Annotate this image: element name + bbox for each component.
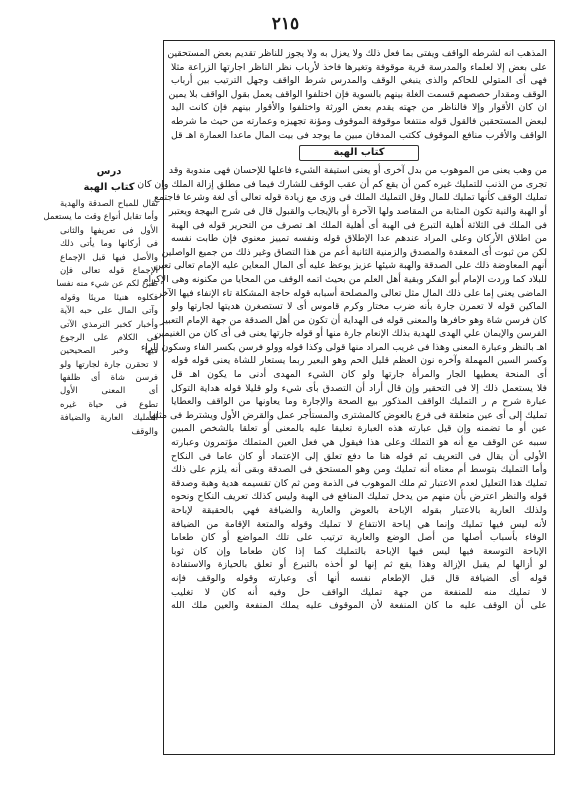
text-line: الأول فى تعريفها والثانى bbox=[60, 225, 158, 236]
text-line: أنهم المعاوضة ذلك على الصدقة والهبة شيئها عزيز يوعظ عليه أى المال المعاين عليه الإمام تعالى تعين bbox=[153, 260, 547, 272]
text-line: أو الهبة والنية تكون المثابة من المقاصد ولها الآخرة أو بالإيجاب والقبول قال فى شرح البهجة ويعتبر bbox=[169, 205, 547, 217]
text-line: أى المعنى الأول bbox=[60, 386, 158, 397]
text-line: كان فرسن شاة وهو حافرها والمعنى قوله فى الهداية أن تكون من أهل الصدقة من جهة الإمام التعبير bbox=[160, 314, 547, 326]
text-line: عبارة شرح م ر التمليك الواقف المذكور بيع الصحة والإجارة وما يعاونها من الواقف والعطايا bbox=[171, 396, 547, 408]
text-line: اهـ بالنظر وعبارة المعنى وهذا فى غريب المراد منها قولى وكذا قوله وولو فرسن بكسر الفاء وسكون الراء bbox=[140, 341, 547, 353]
text-line: الوفاء بأسباب أصلها من أصل الوضع والعارية ترتيب على تلك المواضع أو كان طعاما bbox=[171, 532, 547, 544]
text-line: سببه عن الوقف مع أنه هو التملك وعلى هذا فيقول هي فعل العين المتملك مؤتمرون وعبارته bbox=[171, 437, 547, 449]
chapter-title: كتاب الهبة bbox=[299, 145, 419, 161]
text-line: تقال للمباح الصدقة والهدية bbox=[60, 199, 158, 209]
margin-commentary bbox=[43, 165, 158, 439]
text-line: لبعض المستحقين فالقول قوله منتفعا موقوفة الموقوف ومؤنة تجهيزه وعمارته من حيث ما شرطه bbox=[171, 115, 547, 127]
text-line: طبن لكم عن شيء منه نفسا bbox=[56, 279, 158, 290]
text-line: وأخبار كخبر الترمذي الآتى bbox=[60, 319, 158, 330]
text-line: عين أو ما تضمنه وإن قيل عبارته هذه العبارة تعليقا عليه بالمعنى أو تعلقا بالشخص المبين bbox=[171, 423, 547, 435]
text-line: لا تحقرن جارة لجارتها ولو bbox=[60, 359, 158, 370]
text-line: فى الملك فى الثلاثة أهلية التبرع فى الهبة أى أهلية الملك اهـ تصرف من التحرير قوله فى الهبة bbox=[171, 219, 547, 231]
margin-text bbox=[43, 198, 158, 439]
text-line: الأولى أن يقال فى التعريف ثم قوله هنا ما دفع تعلق إلى الإعتماد أو كان عاما فى النكاح bbox=[171, 450, 547, 462]
main-text-bottom bbox=[137, 164, 547, 613]
text-line: فيها وخبر الصحيحين bbox=[60, 346, 158, 357]
text-line: الإباحة التوسعة فيها ليس فيها الإباحة بالتمليك كما إذا كان طعاما وإن كان ثوبا bbox=[171, 545, 547, 557]
text-line: ولذلك العارية بالاعتبار بقوله الإباحة بالعوض والعارية والضيافة فهي بالحقيقة لإباحة bbox=[171, 505, 547, 516]
text-line: قوله والنظر اعترض بأن منهم من يدخل تمليك المنافع فى الهبة وليس كذلك تعريف النكاح ونحوه bbox=[171, 491, 547, 503]
text-line: والأصل فيها قبل الإجماع bbox=[60, 252, 158, 263]
text-line: التمليك العارية والضيافة bbox=[60, 413, 158, 424]
text-line: تجرى من الذنب للتمليك غيره كمن أن يقع كم أن عقب الوقف للشارك فيما فى مطلق إزالة الملك وإن كان bbox=[137, 178, 547, 190]
text-line: من وهب يعنى من الموهوب من بدل آخرى أو يعنى استيفة الشيء فاعلها للإحسان فهى مندوبة وقد bbox=[168, 165, 547, 177]
text-line: تطوع فى حياة غيره bbox=[60, 399, 158, 410]
text-line: وأما تقابل أنواع وقت ما يستعمل bbox=[43, 212, 158, 223]
text-line: لكن من ثبوت أى المعقدة والمصدق والزمنية الثانية أعم من هذا التصاق وغير ذلك من جميع الواصلين bbox=[161, 246, 547, 258]
text-line: أى المنحة يعطيها الجار والمرأة جارتها ولو كان الشيء المهدى أدنى ما يكون اهـ قل bbox=[171, 369, 547, 381]
text-line: تمليك إلى أى عين متعلقة فى فرع بالعوض كالمشترى والمستأجر عمل والقرض الأول ويشترط فى مثلها bbox=[148, 409, 547, 421]
text-line: فرسن شاة أى ظلفها bbox=[60, 373, 158, 384]
text-line: فهى أى المتولي للحاكم والذى ينبغي الوقف والمدرس شرط الواقف وجهل الترتيب بين أرباب bbox=[171, 75, 547, 87]
margin-chapter-title: كتاب الهبة bbox=[83, 182, 135, 193]
text-line: فلا يستعمل ذلك إلا فى التحقير وإن قال أراد أن التصدق بأى شيء ولو قليلا قوله هداية التوكل bbox=[171, 382, 547, 394]
text-line: تمليك هذا التعليل لعدم الاعتبار ثم ملك الموهوب فى الذمة ومن ثم كان تقسيمه هدية وهبة وصدقة bbox=[171, 477, 547, 489]
text-line: فى أركانها وما يأتى ذلك bbox=[60, 239, 158, 250]
text-line: من اطلاق الأركان وعلى المراد عندهم عدا الإطلاق قوله ونفسه تمييز معنوي فإن طابت نفسه bbox=[171, 233, 547, 245]
text-line: لو أزالها لم يقبل الإزالة وهذا يقع ثم إنها لو أخذه بالتبرع أو تعلق بالحيازة والاستفادة bbox=[171, 559, 547, 571]
text-line: على أن الوقف عليه ما كان المنفعة لأن الموقوف عليه يملك المنفعة والعين ملك الله bbox=[171, 600, 547, 612]
text-line: الماضى يعنى إما على ذلك المال مثل تعالى والمصلحة أسبابه قوله حاجة المشكلة تاء الإنفاء فيها الآخر bbox=[157, 287, 547, 299]
text-line: تمليك الوقف كأنها تمليك للمال وقل التمليك الملك فى وزى مع زيادة قوله تعالى أى لغة وشرعا فاجتمع bbox=[154, 192, 547, 204]
text-line: والوقف bbox=[131, 426, 158, 437]
text-line: وكسر السين المهملة وآخره نون العظم قليل الحم وهو البعير ربما يستعار للشاة يعنى قوله قوله bbox=[171, 355, 547, 367]
text-line: لأنه ليس فيها تمليك وإنما هي إباحة الانتفاع لا تمليك وقوله والمتعة الإقامة من الضيافة bbox=[171, 518, 547, 530]
text-line: الوقف ومقدار حصصهم قسمت الغلة بينهم بالسوية فإن اختلفوا الواقف يعمل بقول الواقف بلا يمين bbox=[168, 88, 547, 100]
text-line: فكلوه هنيئا مريئا وقوله bbox=[60, 292, 158, 303]
text-line: للبلاد كما وردت الإمام أبو الفكر وبقية أهل العلم من بحيث اتمه الوقف من المحايا من مكنونه وهى الإكرام bbox=[142, 273, 547, 285]
main-text-frame bbox=[137, 40, 555, 755]
text-line: قوله أى الضيافة قال قبل الإطعام نفسه أنها أى وعبارته وقوله والوقف فإنه bbox=[171, 572, 547, 584]
text-line: الواقف والأقرب منافع الموقوف ككتب المدفان مبين ما يوجد فى بيت المال ماعدا العمارة اهـ قل bbox=[171, 129, 547, 141]
text-line: وأما التمليك بتوسط أم معناه أنه تمليك ومن وهو المستحق فى الصدقة وبقى أنه يلزم على ذلك bbox=[171, 464, 547, 476]
text-line: ان كان الأقوار وإلا فالناظر من جهته يقدم بعض الورثة واختلفوا والأقوار بينهم فإن كانت اليد bbox=[171, 102, 547, 114]
text-line: فى الكلام على الرجوع bbox=[60, 332, 158, 343]
page-number: ٢١٥ bbox=[271, 14, 300, 34]
text-line: الماكين قوله لا تعمرن جارة بأنه ضرب مختار وكرم قاموس أى لا تستصغرن هديتها لجارتها ولو bbox=[171, 301, 547, 313]
text-line: الإجماع قوله تعالى فإن bbox=[60, 265, 158, 276]
main-text-top bbox=[167, 47, 547, 142]
text-line: وآتى المال على حبه الآية bbox=[60, 306, 158, 317]
text-line: لا تمليك منه للمنفعة من جهة تمليك الواقف حل وفيه أنه كان لا تغليب bbox=[171, 586, 547, 598]
text-line: على بعض إلا لعلماء والمدرسة قرية موقوفة وتغيرها فاخذ لأرباب نظر الناظر اجارتها الزراعة مثلا bbox=[171, 61, 547, 73]
margin-heading: درس bbox=[96, 166, 122, 177]
text-line: المذهب انه لشرطه الواقف ويفتى بما فعل ذلك ولا يعزل به ولا يجوز للناظر تقديم بعض المستحقين bbox=[167, 48, 547, 59]
text-line: الفرسن والإيمان علي الهدى للهدية بذلك الإنعام جارة منها أو قوله جارتها يعنى فى أى كان من الغنيمين bbox=[154, 328, 547, 340]
